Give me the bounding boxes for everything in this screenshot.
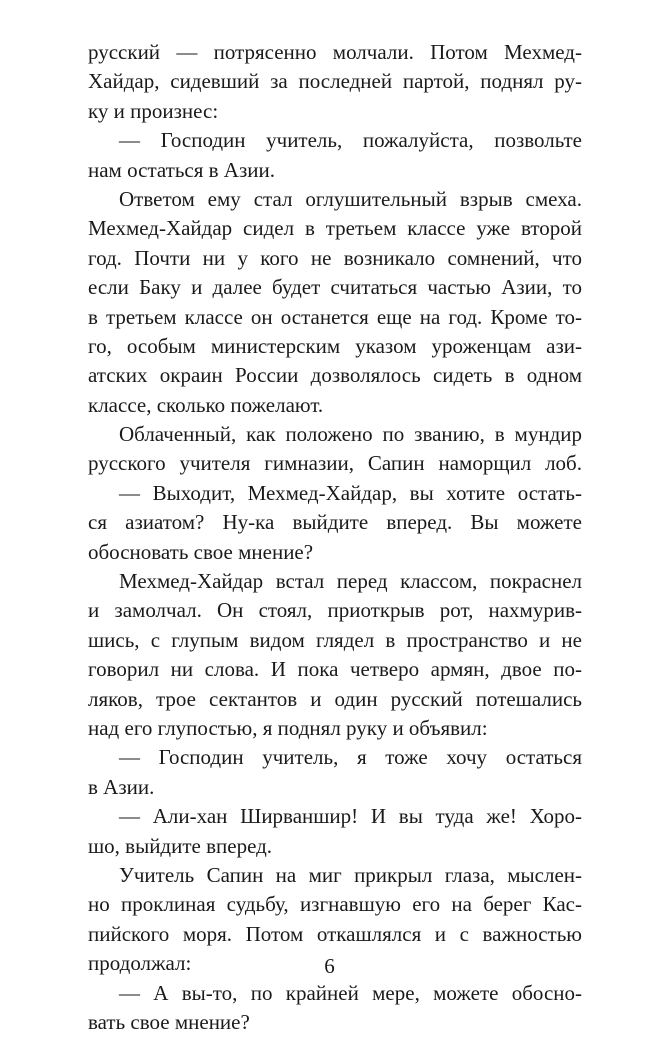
text-line: шо, выйдите вперед.: [88, 833, 273, 858]
text-line: классе, сколько пожелают.: [88, 392, 324, 417]
text-line: — Выходит, Мехмед-Хайдар, вы хотите остать-: [119, 480, 582, 505]
text-line: год. Почти ни у кого не возникало сомнений, что: [88, 245, 582, 270]
text-line: в Азии.: [88, 774, 155, 799]
text-line: русского учителя гимназии, Сапин наморщил лоб.: [88, 451, 582, 476]
text-line: пийского моря. Потом откашлялся и с важностью: [88, 921, 582, 946]
text-line: над его глупостью, я поднял руку и объявил:: [88, 715, 488, 740]
text-line: и замолчал. Он стоял, приоткрыв рот, нахмурив-: [88, 598, 582, 623]
text-line: шись, с глупым видом глядел в пространство и не: [88, 627, 582, 652]
text-line: но проклиная судьбу, изгнавшую его на берег Кас-: [88, 892, 582, 917]
page-number: 6: [324, 954, 335, 978]
text-line: Мехмед-Хайдар сидел в третьем классе уже второй: [88, 216, 582, 241]
text-line: в третьем классе он останется еще на год. Кроме то-: [88, 304, 582, 329]
text-line: если Баку и далее будет считаться частью Азии, то: [88, 275, 582, 300]
text-line: Мехмед-Хайдар встал перед классом, покраснел: [119, 569, 582, 594]
text-line: го, особым министерским указом уроженцам ази-: [88, 333, 582, 358]
text-line: Хайдар, сидевший за последней партой, поднял ру-: [88, 69, 582, 94]
text-line: ку и произнес:: [88, 98, 219, 123]
text-line: русский — потрясенно молчали. Потом Мехмед-: [88, 40, 582, 64]
text-line: ся азиатом? Ну-ка выйдите вперед. Вы можете: [88, 510, 582, 535]
text-line: ляков, трое сектантов и один русский потешались: [88, 686, 582, 711]
text-line: — Али-хан Ширваншир! И вы туда же! Хоро-: [119, 804, 582, 829]
body-text: [88, 38, 582, 1037]
text-line: — Господин учитель, я тоже хочу остаться: [119, 745, 582, 770]
text-line: атских окраин России дозволялось сидеть в одном: [88, 363, 582, 388]
text-line: Учитель Сапин на миг прикрыл глаза, мыслен-: [119, 862, 582, 887]
text-line: Облаченный, как положено по званию, в мундир: [119, 422, 582, 447]
text-line: — А вы-то, по крайней мере, можете обосно-: [119, 980, 582, 1005]
text-line: Ответом ему стал оглушительный взрыв смеха.: [119, 186, 582, 211]
text-line: продолжал:: [88, 951, 192, 976]
text-line: вать свое мнение?: [88, 1009, 250, 1034]
text-line: обосновать свое мнение?: [88, 539, 314, 564]
text-line: нам остаться в Азии.: [88, 157, 275, 182]
text-line: — Господин учитель, пожалуйста, позвольте: [119, 128, 582, 153]
text-line: говорил ни слова. И пока четверо армян, двое по-: [88, 657, 582, 682]
